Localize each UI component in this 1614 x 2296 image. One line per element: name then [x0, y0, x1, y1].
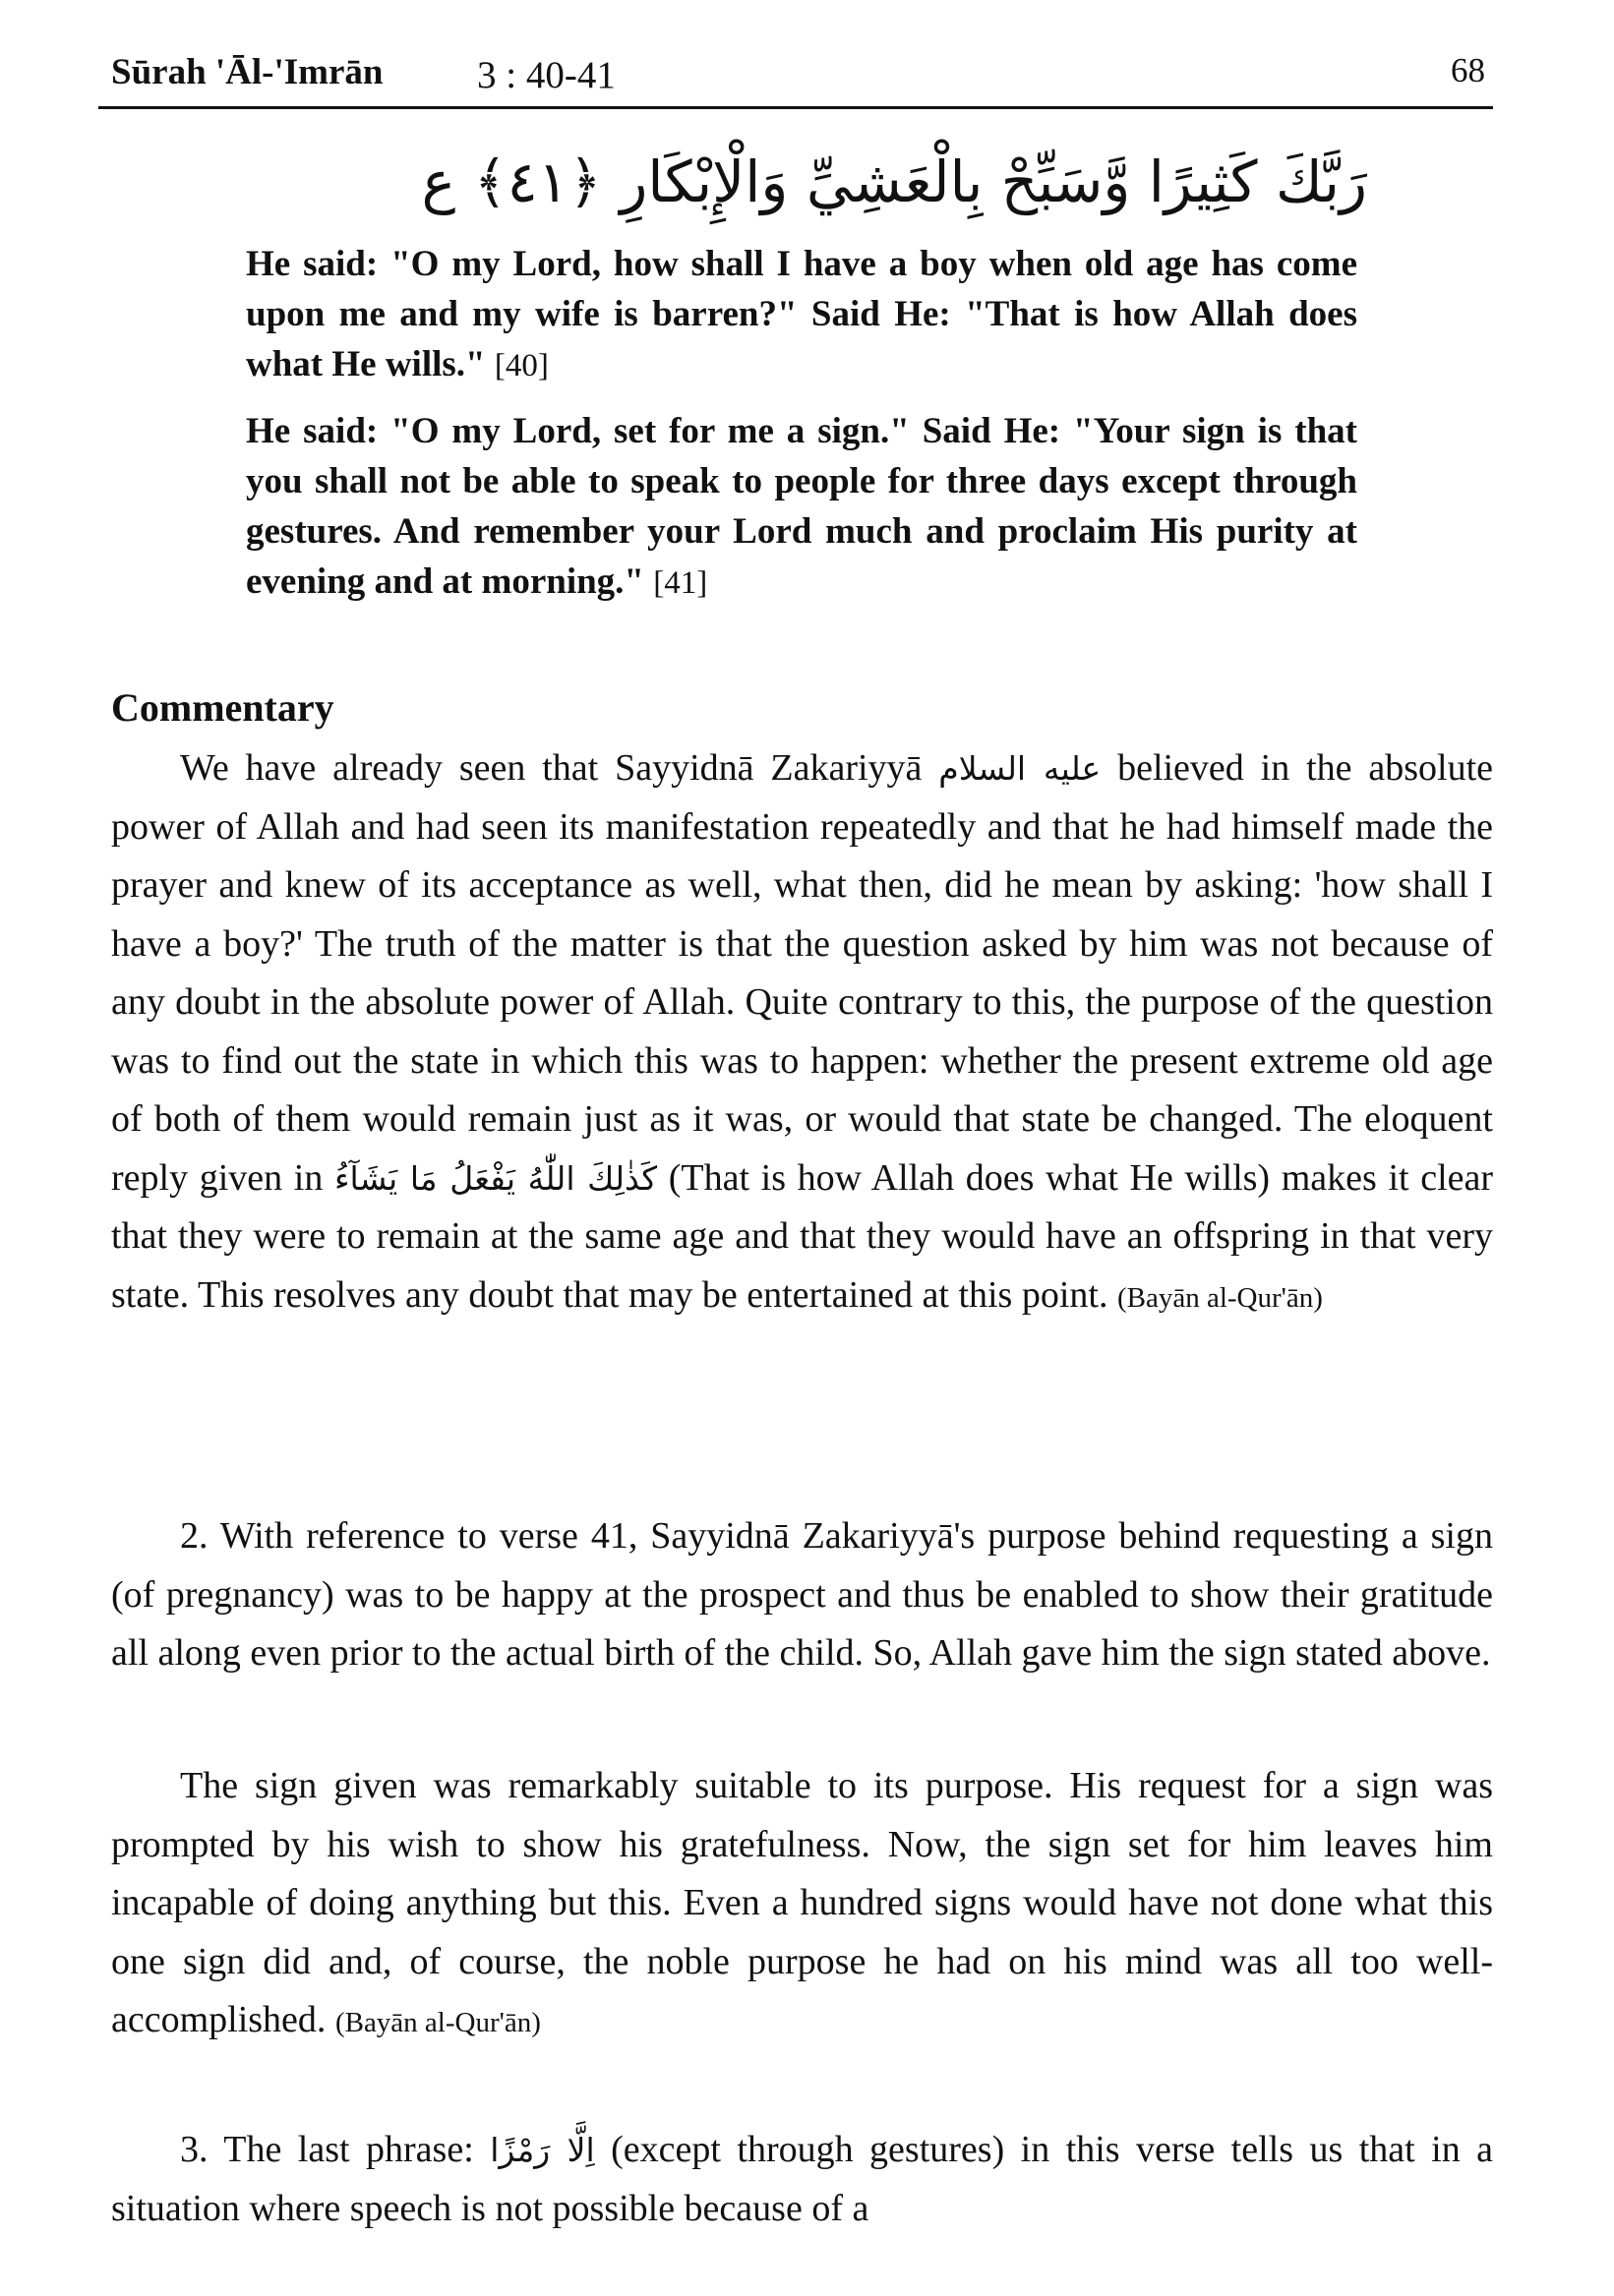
commentary-paragraph-3 — [111, 1757, 1493, 2053]
source-citation: (Bayān al-Qur'ān) — [334, 2007, 541, 2038]
arabic-quote: اِلَّا رَمْزًا — [490, 2131, 595, 2169]
verse-number: [40] — [494, 348, 549, 383]
page-header — [111, 47, 1493, 106]
commentary-paragraph-4 — [111, 2121, 1493, 2238]
verse-number: [41] — [653, 565, 708, 601]
translation-verse-40 — [246, 239, 1357, 391]
verse-reference: 3 : 40-41 — [477, 54, 616, 96]
commentary-paragraph-1 — [111, 739, 1493, 1327]
translation-text: He said: "O my Lord, how shall I have a boy when old age has come upon me and my wife is barren?" Said He: "That is how Allah does what He wills." — [246, 244, 1357, 384]
arabic-honorific: عليه السلام — [938, 749, 1102, 788]
page-number: 68 — [1451, 51, 1485, 89]
source-citation: (Bayān al-Qur'ān) — [1116, 1281, 1323, 1314]
paragraph-text: We have already seen that Sayyidnā Zakariyyā — [180, 747, 923, 789]
paragraph-text: believed in the absolute power of Allah and had seen its manifestation repeatedly and that he had himself made the prayer and knew of its acceptance as well, what then, did he mean by asking: 'how shall I have a boy?' The truth of the matter is that the question asked by him was not because of any doubt in the absolute power of Allah. Quite contrary to this, the purpose of the question was to find out the state in which this was to happen: whether the present extreme old age of both of them would remain just as it was, or would that state be changed. The eloquent reply given in — [111, 747, 1494, 1199]
header-rule — [98, 106, 1493, 109]
translation-text: He said: "O my Lord, set for me a sign." Said He: "Your sign is that you shall not be able to speak to people for three days except through gestures. And remember your Lord much and proclaim His purity at evening and at morning." — [246, 411, 1357, 602]
paragraph-text: 3. The last phrase: — [180, 2129, 474, 2170]
paragraph-text: (except through gestures) in this verse tells us that in a situation where speech is not possible because of a — [111, 2129, 1494, 2229]
arabic-quote: كَذٰلِكَ اللّٰهُ يَفْعَلُ مَا يَشَآءُ — [334, 1158, 658, 1198]
arabic-verse: رَبَّكَ كَثِيرًا وَّسَبِّحْ بِالْعَشِيِّ وَالْإِبْكَارِ ﴿٤١﴾ ع — [421, 148, 1367, 215]
translation-verse-41 — [246, 406, 1357, 609]
paragraph-text: The sign given was remarkably suitable to its purpose. His request for a sign was prompted by his wish to show his gratefulness. Now, the sign set for him leaves him incapable of doing anything but this. Even a hundred signs would have not done what this one sign did and, of course, the noble purpose he had on his mind was all too well-accomplished. — [111, 1765, 1493, 2040]
commentary-heading: Commentary — [111, 685, 334, 730]
commentary-paragraph-2: 2. With reference to verse 41, Sayyidnā Zakariyyā's purpose behind requesting a sign (of pregnancy) was to be happy at the prospect and thus be enabled to show their gratitude all along even prior to the actual birth of the child. So, Allah gave him the sign stated above. — [111, 1515, 1493, 1674]
surah-title: Sūrah 'Āl-'Imrān — [111, 52, 384, 92]
paragraph-text: (That is how Allah does what He wills) makes it clear that they were to remain at the same age and that they would have an offspring in that very state. This resolves any doubt that may be entertained at this point. — [111, 1156, 1494, 1316]
